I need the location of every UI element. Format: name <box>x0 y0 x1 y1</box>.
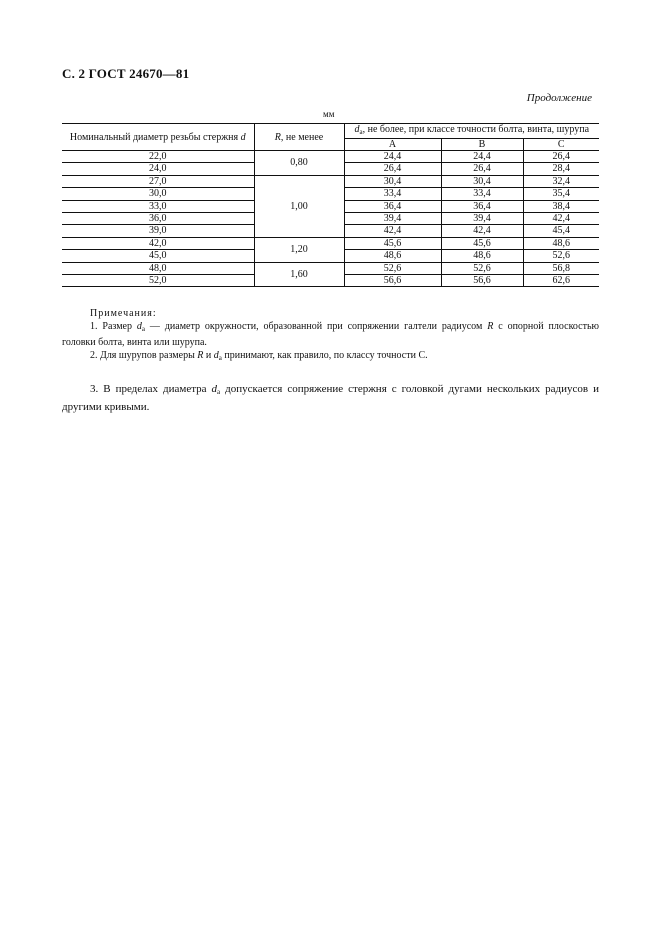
cell-d: 30,0 <box>62 188 254 200</box>
cell-a: 30,4 <box>344 175 441 187</box>
cell-c: 26,4 <box>523 151 599 163</box>
header-d-symbol: d <box>240 131 246 143</box>
note-1-sub: a <box>141 325 146 333</box>
cell-c: 32,4 <box>552 175 571 187</box>
header-da-symbol: d <box>354 124 360 135</box>
header-nominal-diameter <box>62 124 254 151</box>
cell-a: 45,6 <box>344 237 441 249</box>
note-2-sub: a <box>218 354 222 362</box>
note-2-post: принимают, как правило, по классу точности С. <box>221 350 428 361</box>
notes-title: Примечания: <box>90 308 157 319</box>
cell-b: 24,4 <box>441 151 523 163</box>
dimensions-table <box>62 123 599 287</box>
cell-a: 56,6 <box>344 275 441 287</box>
header-class-b: B <box>441 139 523 151</box>
units-label: мм <box>323 109 335 119</box>
cell-b: 52,6 <box>441 262 523 274</box>
header-class-a: A <box>344 139 441 151</box>
header-da-sub: a <box>359 128 363 136</box>
cell-d: 24,0 <box>62 163 254 175</box>
cell-a: 48,6 <box>344 250 441 262</box>
table-row <box>62 151 599 163</box>
cell-a: 42,4 <box>344 225 441 237</box>
header-da <box>344 124 599 139</box>
table-row <box>62 262 599 274</box>
cell-a: 36,4 <box>344 200 441 212</box>
cell-c: 62,6 <box>523 275 599 287</box>
note-2-symbol: d <box>213 350 219 361</box>
cell-radius: 1,00 <box>254 175 344 237</box>
header-radius <box>254 124 344 151</box>
note-1-mid: — диаметр окружности, образованной при сопряжении галтели радиусом <box>145 321 488 332</box>
cell-a: 52,6 <box>344 262 441 274</box>
para-3-sub: a <box>217 388 221 396</box>
continuation-label: Продолжение <box>526 92 592 104</box>
note-1-r: R <box>487 321 494 332</box>
notes-block <box>62 307 599 365</box>
table-row <box>62 237 599 249</box>
para-3-post: допускается сопряжение стержня с головкой дугами нескольких радиусов и другими кривыми. <box>62 383 599 413</box>
cell-d: 22,0 <box>62 151 254 163</box>
cell-radius: 0,80 <box>254 151 344 176</box>
cell-c: 45,4 <box>523 225 599 237</box>
cell-d: 42,0 <box>62 237 254 249</box>
cell-b: 36,4 <box>441 200 523 212</box>
note-1 <box>62 320 599 349</box>
cell-b: 42,4 <box>441 225 523 237</box>
cell-a: 26,4 <box>344 163 441 175</box>
cell-d: 45,0 <box>62 250 254 262</box>
note-1-pre: 1. Размер <box>90 321 137 332</box>
cell-c: 48,6 <box>552 237 571 249</box>
cell-c: 56,8 <box>552 262 571 274</box>
cell-d: 48,0 <box>62 262 254 274</box>
cell-d: 27,0 <box>62 175 254 187</box>
cell-radius: 1,60 <box>254 262 344 287</box>
cell-d: 36,0 <box>62 213 254 225</box>
header-r-symbol: R <box>274 131 281 143</box>
header-r-label: , не менее <box>280 131 324 143</box>
cell-d: 33,0 <box>62 200 254 212</box>
note-1-symbol: d <box>136 321 142 332</box>
cell-a: 24,4 <box>344 151 441 163</box>
note-2-pre: 2. Для шурупов размеры <box>90 350 198 361</box>
cell-a: 33,4 <box>344 188 441 200</box>
note-2 <box>62 349 599 365</box>
para-3-pre: 3. В пределах диаметра <box>90 383 212 395</box>
para-3-symbol: d <box>211 383 218 395</box>
cell-c: 28,4 <box>523 163 599 175</box>
header-d-label: Номинальный диаметр резьбы стержня <box>69 131 241 143</box>
header-da-label: , не более, при классе точности болта, винта, шурупа <box>362 124 590 135</box>
cell-b: 26,4 <box>441 163 523 175</box>
cell-b: 33,4 <box>441 188 523 200</box>
cell-a: 39,4 <box>344 213 441 225</box>
cell-b: 45,6 <box>441 237 523 249</box>
cell-b: 30,4 <box>441 175 523 187</box>
cell-radius: 1,20 <box>254 237 344 262</box>
cell-d: 39,0 <box>62 225 254 237</box>
cell-c: 42,4 <box>523 213 599 225</box>
page-header: С. 2 ГОСТ 24670—81 <box>62 66 190 81</box>
table-row <box>62 175 599 187</box>
note-1-post: с опорной плоскостью головки болта, винта или шурупа. <box>62 321 600 348</box>
cell-d: 52,0 <box>62 275 254 287</box>
cell-b: 39,4 <box>441 213 523 225</box>
paragraph-3 <box>62 382 599 415</box>
header-class-c: C <box>523 139 599 151</box>
cell-c: 38,4 <box>523 200 599 212</box>
note-2-r: R <box>197 350 204 361</box>
cell-b: 56,6 <box>441 275 523 287</box>
cell-c: 35,4 <box>523 188 599 200</box>
cell-c: 52,6 <box>523 250 599 262</box>
cell-b: 48,6 <box>441 250 523 262</box>
note-2-and: и <box>203 350 214 361</box>
